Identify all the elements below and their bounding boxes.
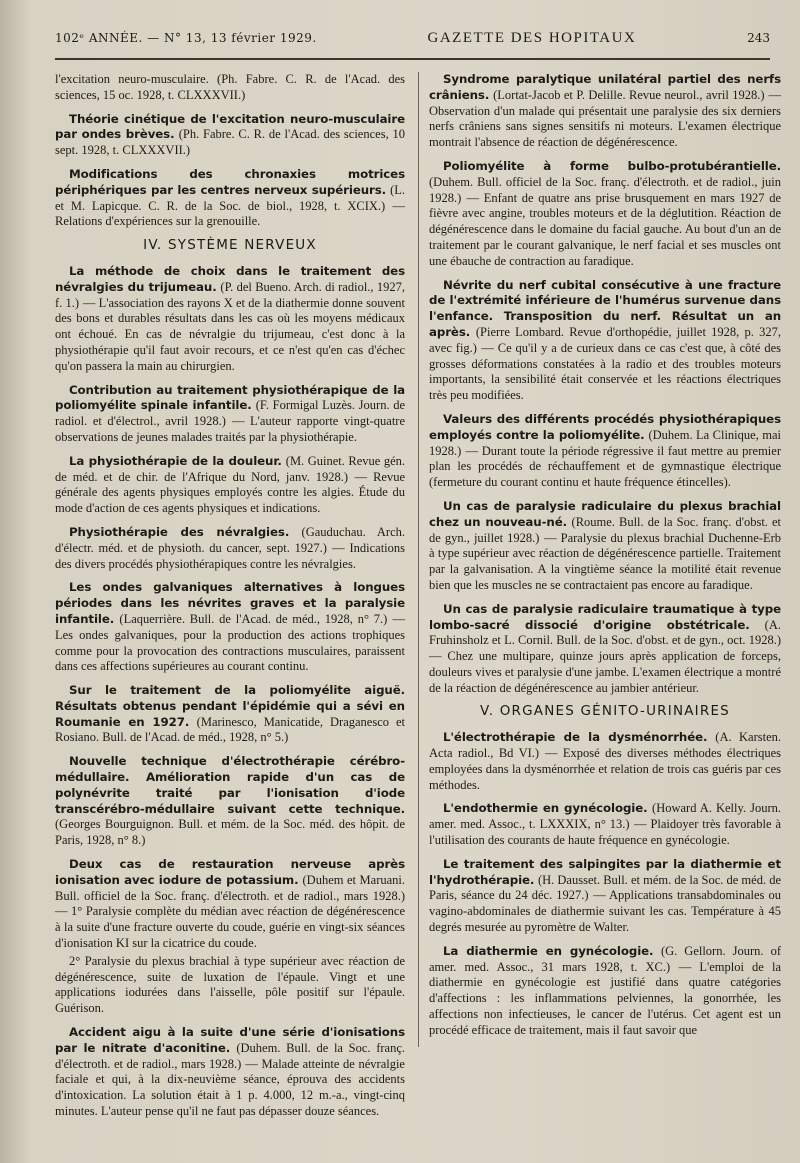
abstract-entry: Valeurs des différents procédés physiothérapiques employés contre la poliomyélite. (Duhem. La Clinique, mai 1928.) — Durant toute la période régressive il faut mettre au premier plan les procédés de réchauffement et de gymnastique électrique (fermeture du courant continu et haute fréquence étincelles). bbox=[429, 411, 781, 490]
abstract-entry: La physiothérapie de la douleur. (M. Guinet. Revue gén. de méd. et de chir. de l'Afrique du Nord, janv. 1928.) — Revue générale des agents physiques employés contre les algies. Étude du mode d'action de ces agents physiques et indications. bbox=[55, 453, 406, 516]
abstract-entry: Physiothérapie des névralgies. (Gauduchau. Arch. d'électr. méd. et de physioth. du cancer, sept. 1927.) — Indications des divers procédés physiothérapiques contre les névralgies. bbox=[55, 524, 406, 571]
abstract-entry: La méthode de choix dans le traitement des névralgies du trijumeau. (P. del Bueno. Arch. di radiol., 1927, f. 1.) — L'association des rayons X et de la diathermie donne souvent des bons et durables résultats dans les cas où les moyens médicaux ont échoué. En cas de névralgie du trijumeau, c'est donc à la physiothérapie qu'il faut avoir recours, et ce n'est qu'en cas d'échec qu'on passera la main au chirurgien. bbox=[55, 263, 406, 373]
abstract-entry: Deux cas de restauration nerveuse après ionisation avec iodure de potassium. (Duhem et Maruani. Bull. officiel de la Soc. franç. d'électroth. et de radiol., mars 1928.) — 1° Paralysie complète du médian avec réaction de dégénérescence à la suite d'une fracture ouverte du coude, guérie en vingt-six séances d'ionisation KI sur la cicatrice du coude. bbox=[55, 857, 405, 951]
abstract-entry: Névrite du nerf cubital consécutive à une fracture de l'extrémité inférieure de l'humérus survenue dans l'enfance. Transposition du nerf. Résultat un an après. (Pierre Lombard. Revue d'orthopédie, juillet 1928, p. 327, avec fig.) — Ce qu'il y a de curieux dans ce cas c'est que, à côté des grosses déformations constatées à la radio et des troubles moteurs importants, la sensibilité était conservée et les réactions électriques très peu modifiées. bbox=[429, 277, 781, 403]
section-heading: V. ORGANES GÉNITO-URINAIRES bbox=[480, 703, 730, 720]
right-column bbox=[418, 72, 781, 1047]
abstract-entry: Poliomyélite à forme bulbo-protubérantielle. (Duhem. Bull. officiel de la Soc. franç. d'électroth. et de radiol., juin 1928.) — Enfant de quatre ans prise brusquement en mars 1927 de fièvre avec angine, troubles moteurs et de la déglutition. Réaction de dégénérescence dans le domaine du facial gauche. Au bout d'un an de traitement par le courant galvanique, le nerf facial et ses muscles ont une ébauche de contraction au faradique. bbox=[429, 158, 781, 268]
page-header bbox=[55, 30, 770, 60]
abstract-entry: Nouvelle technique d'électrothérapie cérébro-médullaire. Amélioration rapide d'un cas de polynévrite traité par l'ionisation d'iode transcérébro-médullaire suivant cette technique. (Georges Bourguignon. Bull. et mém. de la Soc. méd. des hôpit. de Paris, 1928, n° 8.) bbox=[55, 754, 405, 848]
abstract-entry: Syndrome paralytique unilatéral partiel des nerfs crâniens. (Lortat-Jacob et P. Delille. Revue neurol., avril 1928.) — Observation d'un malade qui présentait une paralysie des six derniers nerfs crâniens sans signes sensitifs ni moteurs. L'examen électrique montrait l'absence de réaction de dégénérescence. bbox=[429, 72, 781, 150]
section-heading: IV. SYSTÈME NERVEUX bbox=[143, 237, 317, 254]
abstract-entry: Sur le traitement de la poliomyélite aiguë. Résultats obtenus pendant l'épidémie qui a sévi en Roumanie en 1927. (Marinesco, Manicatide, Draganesco et Rosiano. Bull. de l'Acad. de méd., 1928, n° 5.) bbox=[55, 683, 406, 745]
abstract-entry: Modifications des chronaxies motrices périphériques par les centres nerveux supérieurs. (L. et M. Lapicque. C. R. de la Soc. de biol., 1928, t. XCIX.) — Relations d'expériences sur la grenouille. bbox=[55, 166, 405, 229]
abstract-entry: Un cas de paralysie radiculaire du plexus brachial chez un nouveau-né. (Roume. Bull. de la Soc. franç. d'obst. et de gyn., juillet 1928.) — Paralysie du plexus brachial Duchenne-Erb à type supérieur avec réaction de dégénérescence partielle. Traitement par la galvanisation. A la vingtième séance la motilité était revenue bien que les muscles ne se contractaient pas encore au faradique. bbox=[429, 498, 782, 592]
abstract-entry: Théorie cinétique de l'excitation neuro-musculaire par ondes brèves. (Ph. Fabre. C. R. de l'Acad. des sciences, 10 sept. 1928, t. CLXXXVII.) bbox=[55, 111, 405, 158]
abstract-entry: Contribution au traitement physiothérapique de la poliomyélite spinale infantile. (F. Formigal Luzès. Journ. de radiol. et d'électrol., avril 1928.) — L'auteur rapporte vingt-quatre observations de jeunes malades traités par la physiothérapie. bbox=[55, 382, 406, 444]
abstract-entry: Accident aigu à la suite d'une série d'ionisations par le nitrate d'aconitine. (Duhem. Bull. de la Soc. franç. d'électroth. et de radiol., mars 1928.) — Malade atteinte de névralgie faciale et qui, à la dix-neuvième séance, éprouva des accidents d'intoxication. La solution était à 1 p. 4.000, 12 m.-a., vingt-cinq minutes. L'auteur pense qu'il ne faut pas dépasser douze séances. bbox=[55, 1025, 406, 1119]
abstract-entry: L'électrothérapie de la dysménorrhée. (A. Karsten. Acta radiol., Bd VI.) — Exposé des diverses méthodes électriques employées dans la dysménorrhée et relation de trois cas guéris par ces méthodes. bbox=[429, 730, 782, 792]
left-column bbox=[55, 72, 405, 1128]
issue-info: 102ᵉ ANNÉE. — N° 13, 13 février 1929. bbox=[55, 31, 317, 45]
abstract-entry-continuation: 2° Paralysie du plexus brachial à type supérieur avec réaction de dégénérescence, suite de luxation de l'épaule. Vingt et une applications iodurées dans l'aisselle, pôle positif sur l'épaule. Guérison. bbox=[55, 953, 405, 1016]
page-number: 243 bbox=[747, 31, 770, 45]
abstract-entry: Le traitement des salpingites par la diathermie et l'hydrothérapie. (H. Dausset. Bull. et mém. de la Soc. de méd. de Paris, séance du 24 déc. 1927.) — Applications transabdominales ou vagino-abdominales de diathermie suivant les cas. Température à 45 degrés mesurée au pyromètre de Walter. bbox=[429, 856, 782, 935]
abstract-entry: Les ondes galvaniques alternatives à longues périodes dans les névrites graves et la paralysie infantile. (Laquerrière. Bull. de l'Acad. de méd., 1928, n° 7.) — Les ondes galvaniques, pour la production des actions trophiques comme pour la provocation des contractions musculaires, paraissent dans ces affections supérieures au courant continu. bbox=[55, 580, 405, 674]
abstract-entry: Un cas de paralysie radiculaire traumatique à type lombo-sacré dissocié d'origine obstétricale. (A. Fruhinsholz et L. Cornil. Bull. de la Soc. d'obst. et de gyn., oct. 1928.) — Chez une multipare, quinze jours après application de forceps, douleurs vives et paralysie d'une jambe. L'examen électrique a montré de la réaction de dégénérescence au jambier antérieur. bbox=[429, 601, 781, 695]
continued-entry: l'excitation neuro-musculaire. (Ph. Fabre. C. R. de l'Acad. des sciences, 15 oc. 1928, t. CLXXXVII.) bbox=[55, 72, 405, 102]
abstract-entry: L'endothermie en gynécologie. (Howard A. Kelly. Journ. amer. med. Assoc., t. LXXXIX, n° 13.) — Plaidoyer très favorable à l'utilisation des courants de haute fréquence en gynécologie. bbox=[429, 801, 782, 848]
journal-title: GAZETTE DES HOPITAUX bbox=[427, 30, 637, 46]
abstract-entry: La diathermie en gynécologie. (G. Gellorn. Journ. of amer. med. Assoc., 31 mars 1928, t. XC.) — L'emploi de la diathermie en gynécologie est justifié dans quatre catégories d'affections : les inflammations pelviennes, la gonorrhée, les affections non infectieuses, le cancer de l'utérus. Cet agent est un procédé efficace de traitement, mais il faut savoir que bbox=[429, 943, 781, 1037]
